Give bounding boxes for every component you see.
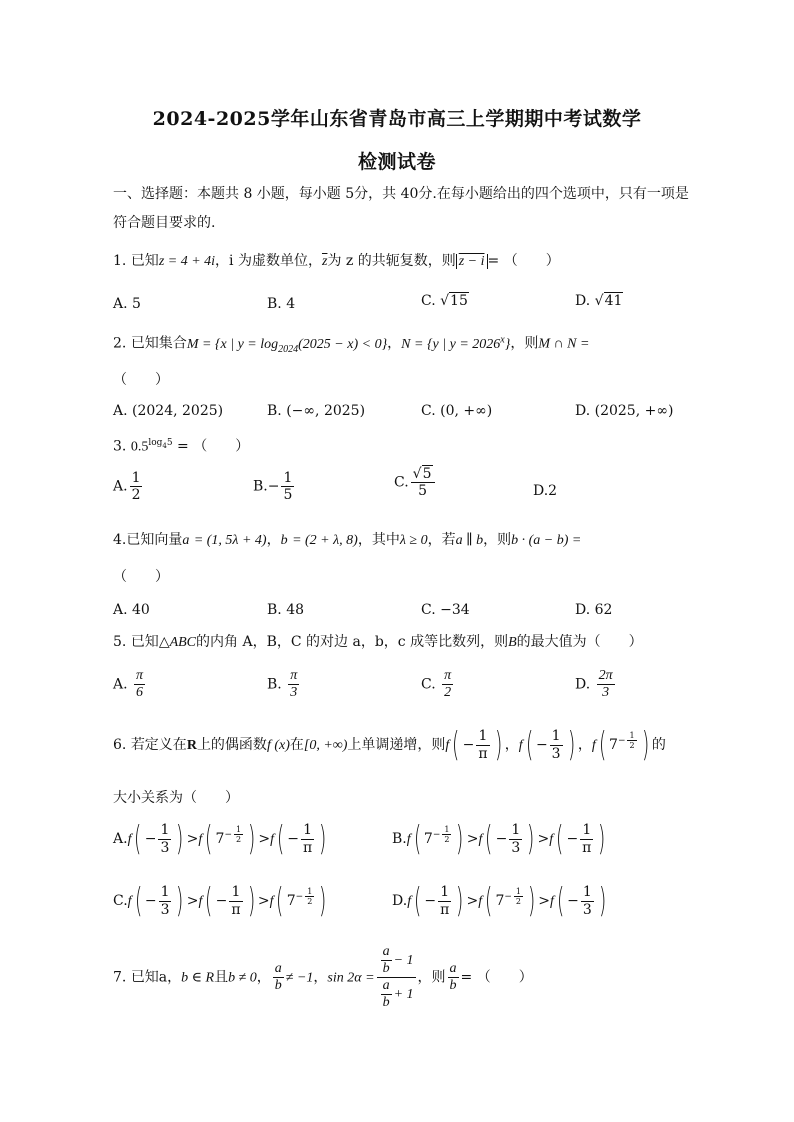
question-6: 6. 若定义在R上的偶函数f (x)在[0, +∞)上单调递增，则f( − $\frac{1}{\pi}$ ) ，f( − $\frac{1}{3}$ ) ，f( $7^{- \frac{1}{2}}$ ) 的 <box>113 725 666 765</box>
q1-option-d[interactable]: D. √41 <box>575 293 623 309</box>
q5-option-a[interactable]: A. $\frac{\pi}{6}$ <box>113 668 144 701</box>
section-heading-cont: 符合题目要求的. <box>113 215 216 231</box>
q1-text: = （ ） <box>487 253 560 269</box>
q2-intersection: M ∩ N = <box>538 336 590 352</box>
q6-option-a[interactable]: A.f( − $\frac{1}{3}$ ) >f( $7^{- \frac{1}{2}}$ ) >f( − $\frac{1}{\pi}$ ) <box>113 819 327 859</box>
q2-answer-paren: （ ） <box>113 372 169 388</box>
q2-number: 2. <box>113 335 127 352</box>
q7-compound-fraction: $\frac{a}{b}$ − 1 $\frac{a}{b}$ + 1 <box>377 944 416 1011</box>
q6-number: 6. <box>113 737 127 753</box>
q3-option-a[interactable]: A. $\frac{1}{2}$ <box>113 470 141 504</box>
q6-option-c[interactable]: C.f( − $\frac{1}{3}$ ) >f( − $\frac{1}{\pi}$ ) >f( $7^{- \frac{1}{2}}$ ) <box>113 881 327 921</box>
q1-text: ，i 为虚数单位， <box>215 253 322 269</box>
q5-number: 5. <box>113 634 127 650</box>
q3-option-b[interactable]: B.− $\frac{1}{5}$ <box>253 470 293 504</box>
q2-option-d[interactable]: D. (2025, +∞) <box>575 403 674 419</box>
question-2: 2. 已知集合M = {x | $y = \log_{2024}(2025 - x) < 0$}，N = {y | $y = 2026^x$}，则M ∩ N = <box>113 334 590 355</box>
q5-triangle: △ABC <box>158 635 197 650</box>
q2-option-c[interactable]: C. (0, +∞) <box>421 403 493 419</box>
question-7: 7. 已知a，b ∈ R且b ≠ 0， $\frac{a}{b}$ ≠ −1，sin 2α = $\frac{a}{b}$ − 1 $\frac{a}{b}$ + 1 ，则 $\frac{a}{b}$ = （ ） <box>113 944 533 1011</box>
section-heading: 一、选择题：本题共 8 小题，每小题 5分，共 40分.在每小题给出的四个选项中，只有一项是 <box>113 186 689 202</box>
q6-line2: 大小关系为（ ） <box>113 790 239 806</box>
q3-option-c[interactable]: C. $\frac{√5}{5}$ <box>394 466 437 499</box>
question-1 <box>113 253 560 271</box>
q4-option-c[interactable]: C. −34 <box>421 602 470 618</box>
q1-option-a[interactable]: A. 5 <box>113 296 141 312</box>
q1-option-c[interactable]: C. √15 <box>421 293 468 309</box>
q1-option-b[interactable]: B. 4 <box>267 296 296 312</box>
q6-option-b[interactable]: B.f( $7^{- \frac{1}{2}}$ ) >f( − $\frac{1}{3}$ ) >f( − $\frac{1}{\pi}$ ) <box>392 819 606 859</box>
q4-option-a[interactable]: A. 40 <box>113 602 150 618</box>
q5-option-b[interactable]: B. $\frac{\pi}{3}$ <box>267 668 298 701</box>
q4-answer-paren: （ ） <box>113 569 169 585</box>
q5-option-c[interactable]: C. $\frac{\pi}{2}$ <box>421 668 452 701</box>
q4-vector-b: b <box>280 533 288 548</box>
q1-text: 为 z 的共轭复数，则 <box>327 253 456 269</box>
question-4: 4.已知向量a = (1, 5λ + 4)，b = (2 + λ, 8)，其中λ ≥ 0，若a ∥ b，则b · (a − b) = <box>113 532 582 548</box>
exam-title: 2024-2025学年山东省青岛市高三上学期期中考试数学 <box>152 108 642 130</box>
q4-text: 已知向量 <box>126 532 183 548</box>
q4-option-d[interactable]: D. 62 <box>575 602 613 618</box>
q2-text: 已知集合 <box>130 335 187 352</box>
q6-option-d[interactable]: D.f( − $\frac{1}{\pi}$ ) >f( $7^{- \frac{1}{2}}$ ) >f( − $\frac{1}{3}$ ) <box>392 881 607 921</box>
q3-base: 0.5 <box>130 439 149 455</box>
q4-vector-a: a <box>182 533 190 548</box>
q1-zbar: $\overline{z}$ <box>321 254 328 269</box>
q2-option-b[interactable]: B. (−∞, 2025) <box>267 403 366 419</box>
q1-expr-z: z = 4 + 4i <box>158 254 216 269</box>
exam-subtitle: 检测试卷 <box>357 151 436 173</box>
q4-option-b[interactable]: B. 48 <box>267 602 305 618</box>
q3-option-d[interactable]: D.2 <box>533 483 558 499</box>
q3-text: = （ ） <box>177 438 250 455</box>
q2-set-n: N = {y | $y = 2026^x$} <box>401 334 511 352</box>
q3-number: 3. <box>113 438 127 455</box>
question-5: 5. 已知△ABC的内角 A，B，C 的对边 a，b，c 成等比数列，则B的最大值为（ ） <box>113 634 643 650</box>
q2-text: ，则 <box>510 335 539 352</box>
q1-text: 已知 <box>130 253 159 269</box>
question-3 <box>113 438 249 456</box>
q4-dot-expr: b · (a − b) = <box>511 533 582 548</box>
q7-number: 7. <box>113 969 127 986</box>
q3-exponent: log45 <box>148 438 173 450</box>
q1-number: 1. <box>113 253 127 269</box>
q2-option-a[interactable]: A. (2024, 2025) <box>113 403 224 419</box>
q1-abs-expr: z − i <box>456 254 488 269</box>
q2-set-m: M = {x | $y = \log_{2024}(2025 - x) < 0$} <box>186 336 388 355</box>
q4-number: 4. <box>113 532 127 548</box>
q5-option-d[interactable]: D. $\frac{2\pi}{3}$ <box>575 668 613 701</box>
